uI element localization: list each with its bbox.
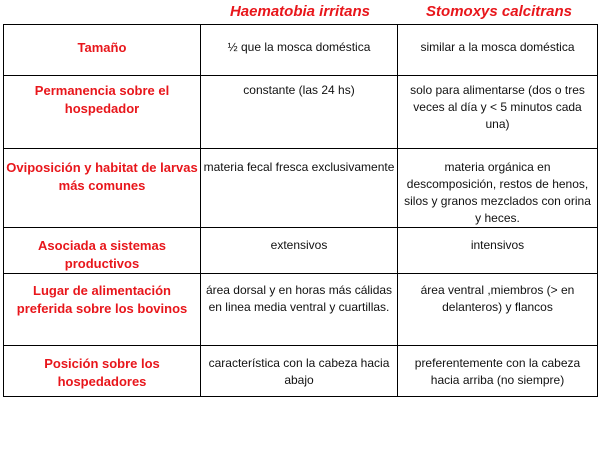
table-row (4, 228, 598, 274)
row-label-tamano: Tamaño (4, 25, 201, 76)
table-row (4, 274, 598, 346)
cell-stomoxys-oviposicion: materia orgánica en descomposición, restos de henos, silos y granos mezclados con orina y heces. (398, 149, 598, 228)
cell-haematobia-tamano: ½ que la mosca doméstica (201, 25, 398, 76)
comparison-table (3, 24, 598, 397)
cell-stomoxys-tamano: similar a la mosca doméstica (398, 25, 598, 76)
cell-stomoxys-sistemas: intensivos (398, 228, 598, 274)
header-haematobia: Haematobia irritans (229, 3, 371, 20)
row-label-permanencia: Permanencia sobre el hospedador (4, 76, 201, 149)
row-label-oviposicion: Oviposición y habitat de larvas más comunes (4, 149, 201, 228)
cell-haematobia-posicion: característica con la cabeza hacia abajo (201, 346, 398, 397)
cell-haematobia-alimentacion: área dorsal y en horas más cálidas en linea media ventral y cuartillas. (201, 274, 398, 346)
cell-haematobia-oviposicion: materia fecal fresca exclusivamente (201, 149, 398, 228)
table-row (4, 149, 598, 228)
row-label-posicion: Posición sobre los hospedadores (4, 346, 201, 397)
table-row (4, 25, 598, 76)
table-row (4, 76, 598, 149)
cell-stomoxys-posicion: preferentemente con la cabeza hacia arriba (no siempre) (398, 346, 598, 397)
cell-stomoxys-alimentacion: área ventral ,miembros (> en delanteros) y flancos (398, 274, 598, 346)
header-stomoxys: Stomoxys calcitrans (426, 3, 572, 20)
cell-haematobia-sistemas: extensivos (201, 228, 398, 274)
cell-haematobia-permanencia: constante (las 24 hs) (201, 76, 398, 149)
row-label-alimentacion: Lugar de alimentación preferida sobre los bovinos (4, 274, 201, 346)
cell-stomoxys-permanencia: solo para alimentarse (dos o tres veces al día y < 5 minutos cada una) (398, 76, 598, 149)
row-label-sistemas: Asociada a sistemas productivos (4, 228, 201, 274)
table-row (4, 346, 598, 397)
